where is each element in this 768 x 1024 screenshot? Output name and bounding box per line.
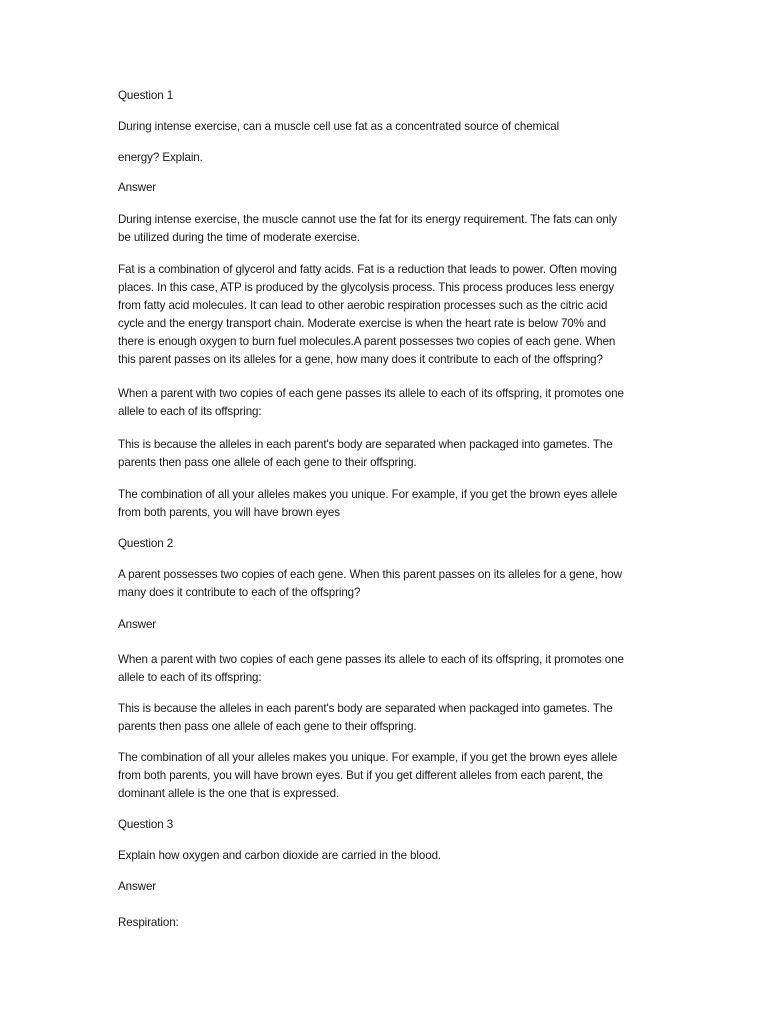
text-line: The combination of all your alleles makes you unique. For example, if you get the brown eyes allele [118,488,618,501]
answer-1-paragraph-2 [118,261,658,369]
text-line: parents then pass one allele of each gene to their offspring. [118,720,417,733]
text-line: A parent possesses two copies of each gene. When this parent passes on its alleles for a gene, how [118,568,622,581]
text-line: this parent passes on its alleles for a gene, how many does it contribute to each of the offspring? [118,353,603,366]
text-line: allele to each of its offspring: [118,405,262,418]
text-line: allele to each of its offspring: [118,671,262,684]
text-line: This is because the alleles in each parent's body are separated when packaged into gametes. The [118,702,613,715]
text-line: be utilized during the time of moderate exercise. [118,231,360,244]
text-line: cycle and the energy transport chain. Moderate exercise is when the heart rate is below 70% and [118,317,607,330]
answer-3-heading: Answer [118,880,157,893]
question-1-text-line-1: During intense exercise, can a muscle cell use fat as a concentrated source of chemical [118,120,560,133]
answer-2-paragraph-2 [118,700,658,736]
answer-2-heading: Answer [118,618,157,631]
answer-1-heading: Answer [118,181,157,194]
answer-2-paragraph-3 [118,749,658,803]
question-2-text [118,566,658,602]
text-line: When a parent with two copies of each gene passes its allele to each of its offspring, it promotes one [118,387,624,400]
text-line: places. In this case, ATP is produced by the glycolysis process. This process produces less energy [118,281,615,294]
text-line: During intense exercise, the muscle cannot use the fat for its energy requirement. The fats can only [118,213,617,226]
text-line: from fatty acid molecules. It can lead to other aerobic respiration processes such as the citric acid [118,299,608,312]
text-line: parents then pass one allele of each gene to their offspring. [118,456,417,469]
question-3-text: Explain how oxygen and carbon dioxide are carried in the blood. [118,849,442,862]
text-line: from both parents, you will have brown eyes [118,506,340,519]
question-1-text-line-2: energy? Explain. [118,151,203,164]
answer-1-paragraph-4 [118,436,658,472]
text-line: dominant allele is the one that is expressed. [118,787,340,800]
text-line: Fat is a combination of glycerol and fatty acids. Fat is a reduction that leads to power. Often moving [118,263,617,276]
text-line: This is because the alleles in each parent's body are separated when packaged into gametes. The [118,438,613,451]
text-line: there is enough oxygen to burn fuel molecules.A parent possesses two copies of each gene. When [118,335,616,348]
text-line: When a parent with two copies of each gene passes its allele to each of its offspring, it promotes one [118,653,624,666]
text-line: The combination of all your alleles makes you unique. For example, if you get the brown eyes allele [118,751,618,764]
answer-2-paragraph-1 [118,651,658,687]
text-line: from both parents, you will have brown eyes. But if you get different alleles from each parent, the [118,769,603,782]
question-3-heading: Question 3 [118,818,174,831]
answer-1-paragraph-1 [118,211,658,247]
question-2-heading: Question 2 [118,537,174,550]
text-line: many does it contribute to each of the offspring? [118,586,361,599]
question-1-heading: Question 1 [118,89,174,102]
answer-1-paragraph-5 [118,486,658,522]
answer-1-paragraph-3 [118,385,658,421]
answer-3-paragraph-1: Respiration: [118,916,179,929]
